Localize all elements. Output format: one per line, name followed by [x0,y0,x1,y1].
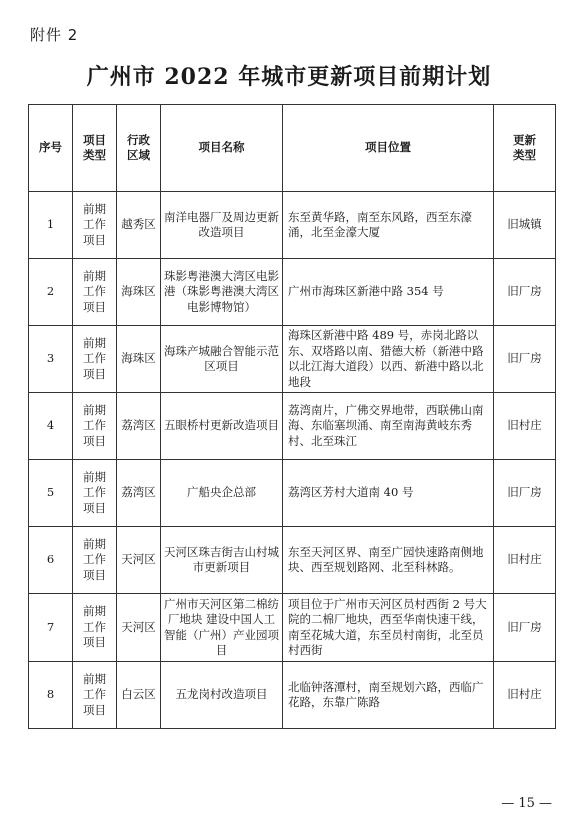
cell-seq: 1 [29,192,73,259]
table-row [29,460,556,527]
cell-seq: 8 [29,662,73,729]
cell-name: 海珠产城融合智能示范区项目 [161,326,283,393]
cell-type-label: 前期工作项目 [83,201,106,247]
cell-location: 项目位于广州市天河区员村西街 2 号大院的二棉厂地块，西至华南快速干线，南至花城大道，东至员村南街，北至员村西街 [283,594,494,662]
cell-location: 北临钟落潭村，南至规划六路，西临广花路，东靠广陈路 [283,662,494,729]
header-renewal-type-label: 更新类型 [513,132,536,162]
cell-renewal-type: 旧村庄 [494,662,556,729]
table-row [29,326,556,393]
cell-type-label: 前期工作项目 [83,536,106,582]
page-number: — 15 — [501,796,552,811]
cell-type [73,662,117,729]
header-type-label: 项目类型 [83,132,106,162]
cell-district: 荔湾区 [117,393,161,460]
cell-renewal-type: 旧厂房 [494,259,556,326]
table-row [29,527,556,594]
cell-seq: 2 [29,259,73,326]
cell-location: 荔湾南片，广佛交界地带，西联佛山南海、东临塞坝涌、南至南海黄岐东秀村、北至珠江 [283,393,494,460]
cell-seq: 7 [29,594,73,662]
table-row [29,393,556,460]
cell-seq: 5 [29,460,73,527]
attachment-label: 附件 2 [30,26,79,44]
cell-type [73,192,117,259]
cell-type [73,259,117,326]
cell-renewal-type: 旧村庄 [494,393,556,460]
cell-district: 海珠区 [117,259,161,326]
cell-type [73,460,117,527]
cell-type-label: 前期工作项目 [83,671,106,717]
cell-renewal-type: 旧厂房 [494,594,556,662]
header-seq: 序号 [29,105,73,192]
cell-name: 五龙岗村改造项目 [161,662,283,729]
cell-location: 荔湾区芳村大道南 40 号 [283,460,494,527]
cell-type-label: 前期工作项目 [83,268,106,314]
header-type [73,105,117,192]
cell-location: 东至天河区界、南至广园快速路南侧地块、西至规划路网、北至科林路。 [283,527,494,594]
cell-seq: 6 [29,527,73,594]
cell-renewal-type: 旧城镇 [494,192,556,259]
cell-name: 广州市天河区第二棉纺厂地块 建设中国人工智能（广州）产业园项目 [161,594,283,662]
cell-seq: 3 [29,326,73,393]
project-table [28,104,556,729]
table-row [29,662,556,729]
header-location: 项目位置 [283,105,494,192]
cell-type [73,393,117,460]
cell-district: 海珠区 [117,326,161,393]
cell-name: 南洋电器厂及周边更新改造项目 [161,192,283,259]
cell-district: 天河区 [117,527,161,594]
cell-renewal-type: 旧村庄 [494,527,556,594]
table-row [29,594,556,662]
header-district-label: 行政区域 [127,132,150,162]
cell-location: 广州市海珠区新港中路 354 号 [283,259,494,326]
cell-name: 广船央企总部 [161,460,283,527]
table-row [29,192,556,259]
cell-type-label: 前期工作项目 [83,604,106,650]
cell-location: 海珠区新港中路 489 号，赤岗北路以东、双塔路以南、猎德大桥（新港中路以北江海大道段）以西、新港中路以北地段 [283,326,494,393]
cell-name: 珠影粤港澳大湾区电影港（珠影粤港澳大湾区电影博物馆） [161,259,283,326]
page-title: 广州市 2022 年城市更新项目前期计划 [86,64,492,90]
cell-location: 东至黄华路，南至东风路，西至东濠涌，北至金濠大厦 [283,192,494,259]
cell-name: 天河区珠吉街吉山村城市更新项目 [161,527,283,594]
cell-renewal-type: 旧厂房 [494,460,556,527]
cell-name: 五眼桥村更新改造项目 [161,393,283,460]
cell-district: 荔湾区 [117,460,161,527]
table-header-row [29,105,556,192]
cell-district: 白云区 [117,662,161,729]
cell-type-label: 前期工作项目 [83,402,106,448]
table-row [29,259,556,326]
cell-type [73,326,117,393]
cell-type-label: 前期工作项目 [83,335,106,381]
cell-seq: 4 [29,393,73,460]
header-renewal-type [494,105,556,192]
header-name: 项目名称 [161,105,283,192]
cell-district: 天河区 [117,594,161,662]
header-district [117,105,161,192]
cell-district: 越秀区 [117,192,161,259]
cell-type [73,594,117,662]
cell-renewal-type: 旧厂房 [494,326,556,393]
cell-type [73,527,117,594]
cell-type-label: 前期工作项目 [83,469,106,515]
